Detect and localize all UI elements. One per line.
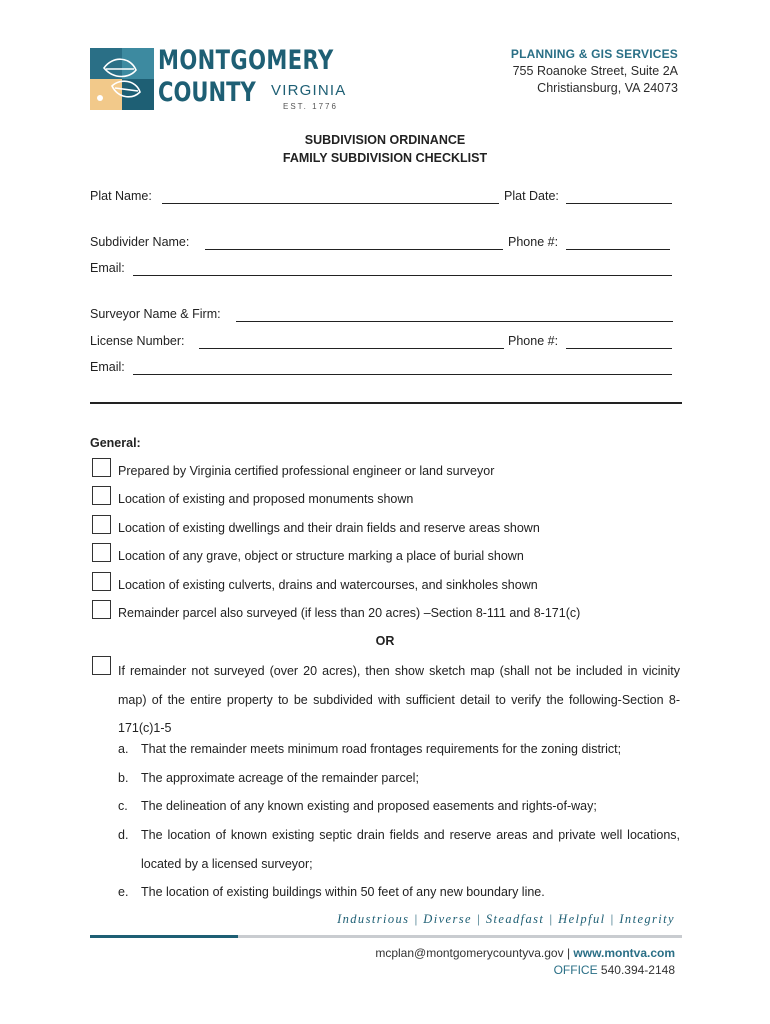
subdivider-email-field[interactable]	[133, 275, 672, 276]
license-number-field[interactable]	[199, 348, 504, 349]
checkbox-item-4[interactable]	[92, 543, 111, 562]
sub-item-text: The approximate acreage of the remainder parcel;	[141, 771, 419, 785]
subdivider-phone-label: Phone #:	[508, 235, 559, 249]
sub-item-text: The delineation of any known existing and proposed easements and rights-of-way;	[141, 799, 597, 813]
subdivider-email-label: Email:	[90, 261, 125, 275]
logo-state-text: VIRGINIA	[271, 82, 347, 99]
checkbox-item-3[interactable]	[92, 515, 111, 534]
office-phone: 540.394-2148	[600, 963, 675, 977]
title-line-1: SUBDIVISION ORDINANCE	[304, 133, 466, 147]
logo-county-text: COUNTY	[158, 77, 256, 108]
sub-item-label: b.	[118, 771, 129, 785]
or-separator: OR	[375, 634, 395, 648]
checklist-item: Location of existing culverts, drains and watercourses, and sinkholes shown	[118, 578, 538, 592]
plat-date-label: Plat Date:	[504, 189, 559, 203]
sketch-map-paragraph: If remainder not surveyed (over 20 acres), then show sketch map (shall not be included in vicinity map) of the entire property to be subdivided with sufficient detail to verify the following-Section 8-171(c)1-5	[118, 664, 680, 735]
sub-item-label: c.	[118, 799, 128, 813]
surveyor-phone-label: Phone #:	[508, 334, 559, 348]
subdivider-name-field[interactable]	[205, 249, 503, 250]
logo-montgomery-text: MONTGOMERY	[158, 45, 334, 76]
footer-rule-accent	[90, 935, 238, 938]
footer-rule	[238, 935, 682, 938]
surveyor-field[interactable]	[236, 321, 673, 322]
title-line-2: FAMILY SUBDIVISION CHECKLIST	[282, 151, 488, 165]
plat-name-label: Plat Name:	[90, 189, 152, 203]
city-state-zip: Christiansburg, VA 24073	[537, 81, 678, 95]
department-name: PLANNING & GIS SERVICES	[510, 47, 678, 61]
subdivider-phone-field[interactable]	[566, 249, 670, 250]
checklist-item: Remainder parcel also surveyed (if less than 20 acres) –Section 8-111 and 8-171(c)	[118, 606, 581, 620]
county-logo	[90, 45, 350, 114]
sub-item-text: The location of known existing septic drain fields and reserve areas and private well locations, located by a licensed surveyor;	[141, 828, 680, 871]
checkbox-item-5[interactable]	[92, 572, 111, 591]
surveyor-email-field[interactable]	[133, 374, 672, 375]
leaf-emblem-icon	[90, 48, 154, 110]
plat-name-field[interactable]	[162, 203, 499, 204]
footer-contact	[375, 945, 675, 979]
surveyor-phone-field[interactable]	[566, 348, 672, 349]
checkbox-item-sketch-map[interactable]	[92, 656, 111, 675]
section-divider	[90, 402, 682, 404]
contact-email[interactable]: mcplan@montgomerycountyva.gov	[375, 946, 564, 960]
contact-separator: |	[566, 946, 571, 960]
website-link[interactable]: www.montva.com	[573, 946, 675, 960]
checkbox-item-6[interactable]	[92, 600, 111, 619]
checkbox-item-1[interactable]	[92, 458, 111, 477]
surveyor-label: Surveyor Name & Firm:	[90, 307, 221, 321]
checklist-item: Location of existing and proposed monuments shown	[118, 492, 414, 506]
checkbox-item-2[interactable]	[92, 486, 111, 505]
sub-item-label: d.	[118, 828, 129, 842]
checklist-item: Location of any grave, object or structure marking a place of burial shown	[118, 549, 524, 563]
document-title	[0, 131, 770, 167]
sub-item-text: The location of existing buildings within 50 feet of any new boundary line.	[141, 885, 545, 899]
sub-item-label: a.	[118, 742, 129, 756]
street-address: 755 Roanoke Street, Suite 2A	[512, 64, 678, 78]
plat-date-field[interactable]	[566, 203, 672, 204]
office-address-block	[511, 46, 678, 97]
office-label: OFFICE	[553, 963, 598, 977]
subdivider-name-label: Subdivider Name:	[90, 235, 190, 249]
logo-est-text: EST. 1776	[283, 102, 338, 111]
checklist-item: Prepared by Virginia certified professional engineer or land surveyor	[118, 464, 495, 478]
license-number-label: License Number:	[90, 334, 185, 348]
sub-item-text: That the remainder meets minimum road frontages requirements for the zoning district;	[141, 742, 622, 756]
county-motto: Industrious | Diverse | Steadfast | Helpful | Integrity	[337, 912, 675, 926]
sub-item-label: e.	[118, 885, 129, 899]
general-heading: General:	[90, 436, 141, 450]
surveyor-email-label: Email:	[90, 360, 125, 374]
checklist-item: Location of existing dwellings and their drain fields and reserve areas shown	[118, 521, 540, 535]
